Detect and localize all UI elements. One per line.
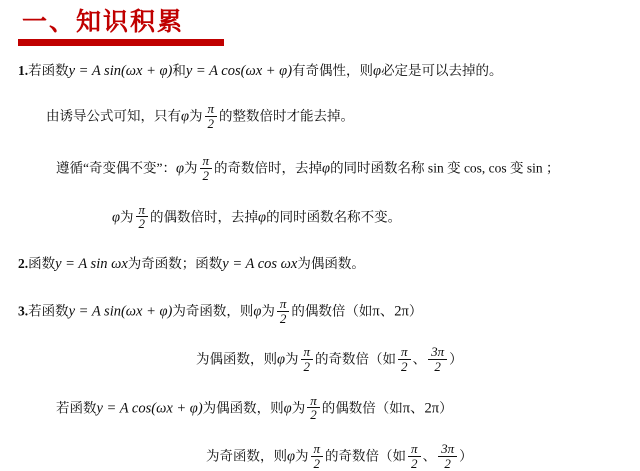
cos-even-var: φ: [283, 400, 292, 417]
item-1-prefix: 若函数: [28, 63, 69, 78]
cos-odd-line: [206, 442, 640, 470]
item-3-fraction-denominator: 2: [279, 310, 287, 326]
cos-even-fraction-numerator: π: [307, 394, 320, 409]
sin-even-close: ）: [449, 351, 463, 367]
item-2-number: 2.: [18, 255, 29, 271]
sin-even-c: 的奇数倍（如: [315, 351, 397, 367]
cos-odd-var: φ: [287, 448, 296, 465]
item-3-mid: 为: [261, 303, 275, 319]
item-1-mid: 和: [172, 63, 186, 78]
sin-even-line: [196, 345, 640, 373]
item-3-close: ）: [408, 303, 423, 319]
sin-even-var: φ: [277, 351, 286, 368]
page-title-text: 一、知识积累: [22, 9, 185, 36]
item-3-examples: π、2π: [372, 303, 409, 320]
cos-even-example: π、2π: [402, 400, 440, 417]
cos-odd-example-1-denominator: 2: [411, 455, 418, 471]
rule-var: φ: [175, 160, 185, 177]
cos-odd-c: 的奇数倍（如: [325, 448, 407, 464]
cos-even-fraction: [307, 394, 320, 422]
item-3-formula: y = A sin(ωx + φ): [68, 303, 173, 320]
cos-odd-example-2: [438, 442, 457, 470]
title-underline-bar: [18, 39, 224, 46]
item-2: [18, 255, 640, 273]
item-1-var: φ: [373, 63, 382, 79]
page-title: [18, 6, 228, 46]
rule2-d: 的同时函数名称不变。: [266, 209, 402, 225]
cos-even-line: [56, 394, 640, 422]
item-3: [18, 297, 640, 325]
rule-fraction-denominator: 2: [202, 168, 210, 184]
derive-fraction: [205, 102, 218, 130]
sin-even-example-2-numerator: 3π: [428, 345, 447, 360]
rule2-var: φ: [112, 209, 121, 226]
rule-fraction: [200, 154, 213, 182]
derive-b: 为: [189, 108, 203, 124]
cos-odd-example-2-numerator: 3π: [438, 442, 457, 457]
item-1-suffix: 有奇偶性，则: [292, 63, 374, 78]
item-1-formula-1: y = A sin(ωx + φ): [68, 63, 173, 79]
derive-c: 的整数倍时才能去掉。: [219, 108, 355, 124]
sin-even-fraction-denominator: 2: [303, 359, 311, 375]
item-2-prefix: 函数: [28, 255, 56, 271]
rule-var-2: φ: [322, 160, 331, 177]
sin-even-example-1: [398, 345, 411, 373]
cos-even-a: 若函数: [56, 400, 97, 416]
rule-line-2: [112, 203, 640, 231]
item-1-number: 1.: [18, 63, 29, 78]
sin-even-a: 为偶函数，则: [196, 351, 277, 367]
cos-even-c: 为: [291, 400, 306, 416]
sin-even-fraction-numerator: π: [301, 345, 314, 360]
cos-even-formula: y = A cos(ωx + φ): [96, 400, 203, 417]
cos-odd-fraction-numerator: π: [311, 442, 324, 457]
item-1-formula-2: y = A cos(ωx + φ): [185, 63, 293, 79]
derive-lead: 由诱导公式可知，只有: [46, 108, 181, 124]
rule2-fraction-denominator: 2: [138, 216, 146, 232]
cos-odd-example-1-numerator: π: [408, 442, 421, 457]
rule-lead: 遵循“奇变偶不变”：: [56, 160, 176, 176]
cos-odd-fraction-denominator: 2: [313, 455, 321, 471]
cos-even-b: 为偶函数，则: [202, 400, 284, 416]
rule2-c: 的偶数倍时，去掉: [150, 209, 259, 225]
cos-odd-fraction: [311, 442, 324, 470]
rule-line-1: [56, 154, 640, 182]
item-2-formula-1: y = A sin ωx: [55, 255, 128, 272]
sin-even-fraction: [301, 345, 314, 373]
cos-even-close: ）: [439, 400, 453, 416]
item-3-var: φ: [253, 303, 262, 320]
item-2-suffix: 为偶函数。: [297, 255, 365, 271]
cos-odd-b: 为: [295, 448, 309, 464]
rule2-var-2: φ: [258, 209, 267, 226]
sin-even-example-2-denominator: 2: [434, 359, 441, 375]
sin-even-example-1-numerator: π: [398, 345, 411, 360]
rule2-fraction-numerator: π: [136, 203, 149, 218]
sin-even-b: 为: [285, 351, 299, 367]
cos-odd-a: 为奇函数，则: [206, 448, 287, 464]
sin-even-example-1-denominator: 2: [401, 359, 408, 375]
sin-even-separator: 、: [412, 351, 427, 367]
document-page: [0, 6, 640, 471]
item-2-mid: 为奇函数；函数: [127, 255, 223, 271]
rule-d: 的同时函数名称 sin 变 cos, cos 变 sin ；: [330, 160, 560, 176]
item-3-fraction-numerator: π: [277, 297, 290, 312]
cos-odd-example-1: [408, 442, 421, 470]
cos-odd-separator: 、: [422, 448, 437, 464]
item-2-formula-2: y = A cos ωx: [222, 255, 298, 272]
cos-even-fraction-denominator: 2: [310, 407, 317, 423]
item-1-tail: 必定是可以去掉的。: [381, 63, 503, 78]
sin-even-example-2: [428, 345, 447, 373]
item-1: [18, 62, 640, 80]
derive-var: φ: [181, 108, 190, 125]
cos-even-d: 的偶数倍（如: [321, 400, 403, 416]
rule2-fraction: [136, 203, 149, 231]
derive-fraction-denominator: 2: [207, 115, 215, 131]
rule-fraction-numerator: π: [200, 154, 213, 169]
item-3-fraction: [277, 297, 290, 325]
item-3-number: 3.: [18, 303, 29, 319]
cos-odd-example-2-denominator: 2: [444, 455, 451, 471]
item-3-prefix: 若函数: [28, 303, 69, 319]
rule2-b: 为: [120, 209, 134, 225]
item-3-tail: 的偶数倍（如: [291, 303, 373, 319]
rule-c: 的奇数倍时，去掉: [214, 160, 323, 176]
cos-odd-close: ）: [459, 448, 473, 464]
derive-fraction-numerator: π: [205, 102, 218, 117]
rule-b: 为: [184, 160, 198, 176]
derive-line: [46, 102, 640, 130]
item-3-suffix: 为奇函数，则: [172, 303, 254, 319]
